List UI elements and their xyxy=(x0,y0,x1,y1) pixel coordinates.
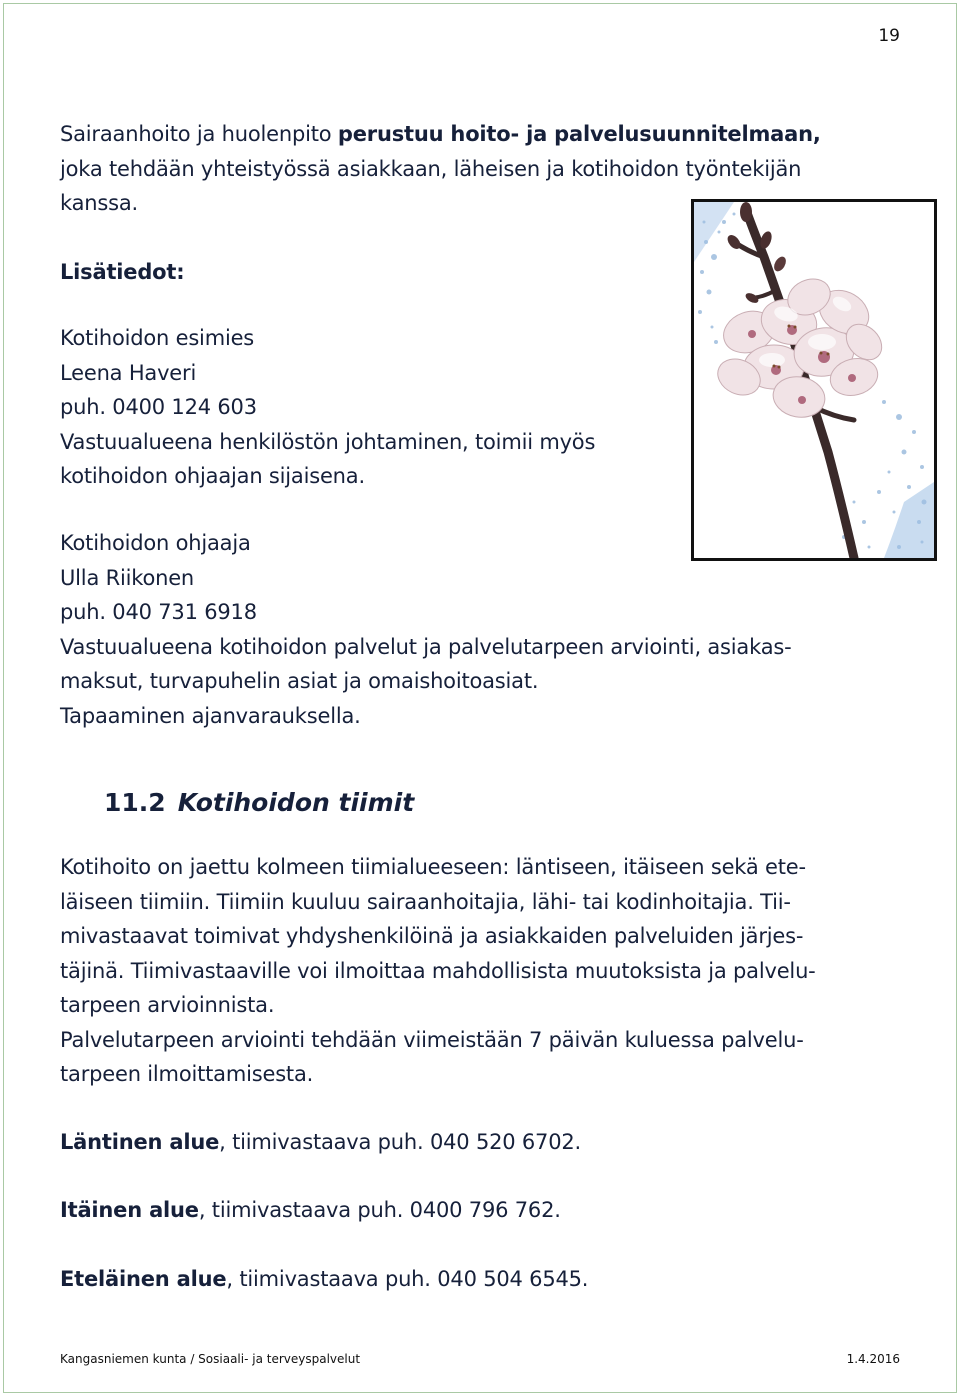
intro-line-1: Sairaanhoito ja huolenpito perustuu hoito- ja palvelusuunnitelmaan, xyxy=(60,122,821,146)
area-contact: , tiimivastaava puh. 040 520 6702. xyxy=(219,1130,582,1154)
contact-description: maksut, turvapuhelin asiat ja omaishoitoasiat. xyxy=(60,669,539,693)
area-name: Itäinen alue xyxy=(60,1198,199,1222)
contact-description: Tapaaminen ajanvarauksella. xyxy=(60,703,361,728)
body-line: Palvelutarpeen arviointi tehdään viimeistään 7 päivän kuluessa palvelu- xyxy=(60,1027,804,1052)
body-line: mivastaavat toimivat yhdyshenkilöinä ja asiakkaiden palveluiden järjes- xyxy=(60,924,804,948)
body-line: Kotihoito on jaettu kolmeen tiimialueeseen: läntiseen, itäiseen sekä ete- xyxy=(60,855,806,879)
footer-organization: Kangasniemen kunta / Sosiaali- ja terveyspalvelut xyxy=(60,1352,361,1366)
contact-phone: puh. 040 731 6918 xyxy=(60,600,257,624)
body-line: läiseen tiimiin. Tiimiin kuuluu sairaanhoitajia, lähi- tai kodinhoitajia. Tii- xyxy=(60,889,791,914)
section-heading xyxy=(104,784,414,822)
section-number: 11.2 xyxy=(104,788,166,817)
section-title: Kotihoidon tiimit xyxy=(177,788,415,817)
intro-bold-phrase: perustuu hoito- ja palvelusuunnitelmaan, xyxy=(337,122,821,146)
intro-line-3: kanssa. xyxy=(60,191,138,215)
contact-description: Vastuualueena kotihoidon palvelut ja palvelutarpeen arviointi, asiakas- xyxy=(60,634,792,659)
contact-role: Kotihoidon ohjaaja xyxy=(60,531,251,555)
area-contact: , tiimivastaava puh. 040 504 6545. xyxy=(226,1267,589,1291)
contact-name: Leena Haveri xyxy=(60,360,197,385)
body-line: tarpeen arvioinnista. xyxy=(60,993,275,1017)
area-west xyxy=(60,1125,581,1160)
footer xyxy=(60,1352,900,1366)
contact-description: Vastuualueena henkilöstön johtaminen, toimii myös xyxy=(60,429,596,454)
area-name: Eteläinen alue xyxy=(60,1267,227,1291)
body-line: täjinä. Tiimivastaaville voi ilmoittaa mahdollisista muutoksista ja palvelu- xyxy=(60,958,816,983)
info-title-block xyxy=(60,255,184,290)
contact-role: Kotihoidon esimies xyxy=(60,326,255,350)
page-number: 19 xyxy=(878,26,900,46)
body-line: tarpeen ilmoittamisesta. xyxy=(60,1062,314,1086)
area-east xyxy=(60,1193,561,1228)
info-title: Lisätiedot: xyxy=(60,260,185,284)
area-south xyxy=(60,1262,588,1297)
blossom-branch-image xyxy=(691,199,937,561)
area-name: Läntinen alue xyxy=(60,1130,220,1154)
contact-phone: puh. 0400 124 603 xyxy=(60,395,257,419)
contact-name: Ulla Riikonen xyxy=(60,565,195,590)
teams-paragraph xyxy=(60,850,816,1092)
area-contact: , tiimivastaava puh. 0400 796 762. xyxy=(198,1198,561,1222)
contact-description: kotihoidon ohjaajan sijaisena. xyxy=(60,464,365,488)
intro-line-2: joka tehdään yhteistyössä asiakkaan, läheisen ja kotihoidon työntekijän xyxy=(60,156,802,181)
contact-coordinator xyxy=(60,526,792,733)
contact-supervisor xyxy=(60,321,595,494)
footer-date: 1.4.2016 xyxy=(846,1352,900,1366)
